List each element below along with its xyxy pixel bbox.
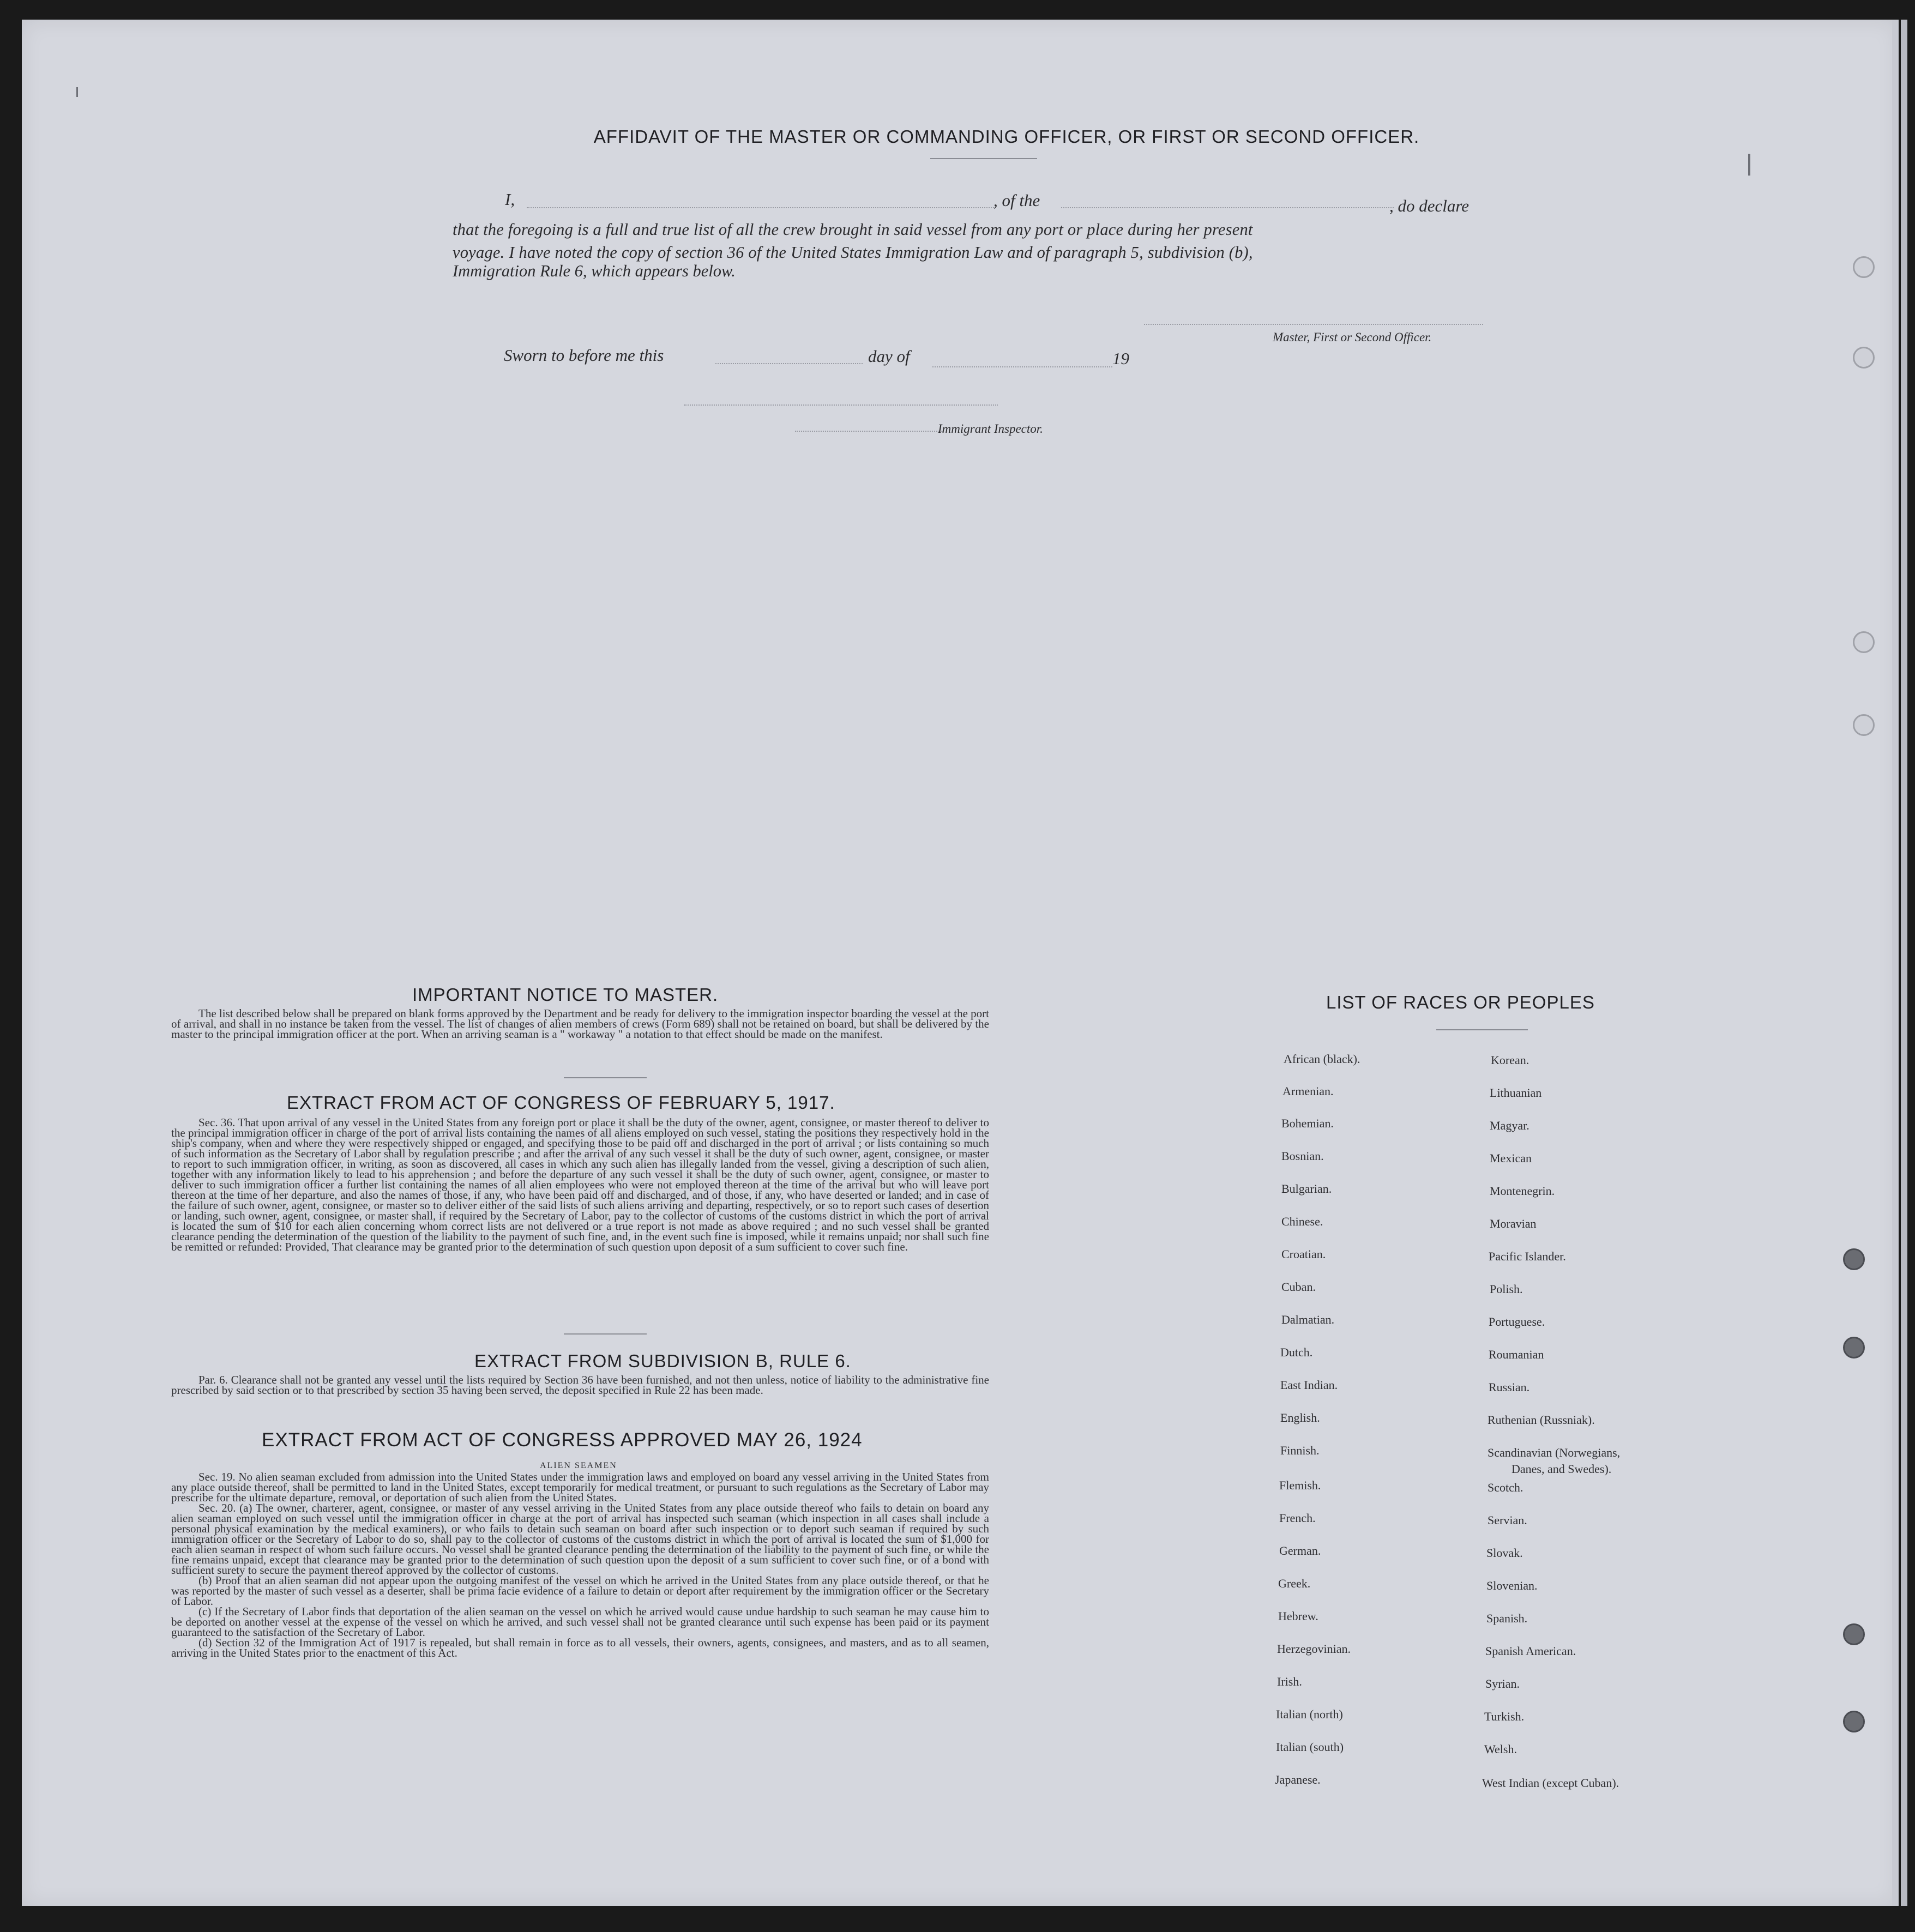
race-item: Lithuanian xyxy=(1490,1086,1542,1100)
divider xyxy=(1436,1029,1528,1030)
race-item: Cuban. xyxy=(1281,1280,1316,1294)
divider xyxy=(564,1077,647,1078)
race-item: Slovak. xyxy=(1486,1546,1523,1560)
race-item: German. xyxy=(1279,1544,1321,1557)
master-signature-caption: Master, First or Second Officer. xyxy=(1273,330,1432,344)
race-item: Italian (south) xyxy=(1276,1740,1344,1754)
race-item: Montenegrin. xyxy=(1490,1184,1555,1198)
affidavit-line-1: that the foregoing is a full and true list of all the crew brought in said vessel from any port or place during her present xyxy=(453,220,1253,239)
race-item: Polish. xyxy=(1490,1282,1523,1296)
binder-hole xyxy=(1853,347,1875,369)
race-item: Spanish. xyxy=(1486,1611,1528,1625)
day-blank-line xyxy=(715,363,863,364)
race-item: Mexican xyxy=(1490,1151,1532,1165)
race-item: Ruthenian (Russniak). xyxy=(1488,1413,1595,1427)
affidavit-do-declare: , do declare xyxy=(1389,196,1470,215)
race-item: Welsh. xyxy=(1484,1742,1517,1756)
race-item: Korean. xyxy=(1491,1053,1529,1067)
race-item: Dalmatian. xyxy=(1281,1313,1335,1326)
race-item: Servian. xyxy=(1488,1513,1527,1527)
extract-1924-title: EXTRACT FROM ACT OF CONGRESS APPROVED MAY 26, 1924 xyxy=(262,1429,863,1451)
extract-rule6-title: EXTRACT FROM SUBDIVISION B, RULE 6. xyxy=(474,1351,851,1371)
race-item: Croatian. xyxy=(1281,1247,1326,1261)
race-item: Spanish American. xyxy=(1485,1644,1576,1658)
race-item: Bohemian. xyxy=(1281,1116,1334,1130)
race-item: Bulgarian. xyxy=(1281,1182,1332,1196)
extract-rule6-text xyxy=(171,1375,989,1396)
race-item: East Indian. xyxy=(1280,1378,1338,1392)
race-item: Dutch. xyxy=(1280,1345,1313,1359)
race-item: French. xyxy=(1279,1511,1316,1525)
race-item: Russian. xyxy=(1489,1380,1530,1394)
race-item: Finnish. xyxy=(1280,1444,1320,1457)
inspector-line-1 xyxy=(684,404,998,406)
race-item: Hebrew. xyxy=(1278,1609,1318,1623)
race-item: Chinese. xyxy=(1281,1215,1323,1228)
extract-1917-paragraph: Sec. 36. That upon arrival of any vessel in the United States from any foreign port or place it shall be the duty of the owner, agent, consignee, or master thereof to deliver to the principal immigration officer in charge of the port of arrival lists containing the names of all aliens employed on such vessel, stating the positions they respectively hold in the ship's company, when and where they were respectively shipped or engaged, and specifying those to be paid off and discharged in the port of arrival ; or lists containing so much of such information as the Secretary of Labor shall by regulation prescribe ; and after the arrival of any such vessel it shall be the duty of such owner, agent, consignee, or master to report to such immigration officer, in writing, as soon as discovered, all cases in which any such alien has illegally landed from the vessel, giving a description of such alien, together with any information likely to lead to his apprehension ; and before the departure of any such vessel it shall be the duty of such owner, agent, consignee, or master to deliver to such immigration officer a further list containing the names of all alien employees who were not employed thereon at the time of the arrival but who will leave port thereon at the time of her departure, and also the names of those, if any, who have been paid off and discharged, and of those, if any, who have deserted or landed; and in case of the failure of such owner, agent, consignee, or master so to deliver either of the said lists of such aliens arriving and departing, respectively, or so to report such cases of desertion or landing, such owner, agent, consignee, or master shall, if required by the Secretary of Labor, pay to the collector of customs of the customs district in which the port of arrival is located the sum of $10 for each alien concerning whom correct lists are not delivered or a true report is not made as above required ; and no such vessel shall be granted clearance pending the determination of the question of the liability to the payment of such fine, and, in the event such fine is imposed, while it remains unpaid; nor shall such fine be remitted or refunded: Provided, That clearance may be granted prior to the determination of such question upon deposit of a sum sufficient to cover such fine. xyxy=(171,1116,989,1253)
race-item: Flemish. xyxy=(1279,1478,1321,1492)
race-item: Portuguese. xyxy=(1489,1315,1545,1329)
month-blank-line xyxy=(932,366,1112,367)
divider xyxy=(564,1333,647,1335)
race-item: Bosnian. xyxy=(1281,1149,1324,1163)
binder-hole xyxy=(1853,714,1875,736)
race-item: Scotch. xyxy=(1488,1481,1523,1494)
binder-hole xyxy=(1853,256,1875,278)
extract-1924-paragraph: (c) If the Secretary of Labor finds that deportation of the alien seaman on the vessel on which he arrived would cause undue hardship to such seaman he may cause him to be deported on another vessel at the expense of the vessel on which he arrived, and such vessel shall not be granted clearance until such expense has been paid or its payment guaranteed to the satisfaction of the Secretary of Labor. xyxy=(171,1605,989,1639)
race-item: Moravian xyxy=(1490,1217,1537,1230)
race-item: Scandinavian (Norwegians, xyxy=(1488,1446,1621,1459)
extract-1924-paragraph: (b) Proof that an alien seaman did not appear upon the outgoing manifest of the vessel on which he arrived in the United States from any place outside thereof, or that he was reported by the master of such vessel as a deserter, shall be prima facie evidence of a failure to detain or deport after requirement by the immigration officer or the Secretary of Labor. xyxy=(171,1574,989,1608)
name-blank-line xyxy=(527,207,996,208)
race-item: Slovenian. xyxy=(1486,1579,1538,1592)
race-item: Irish. xyxy=(1277,1675,1302,1688)
affidavit-i-label: I, xyxy=(505,190,515,209)
race-item-continuation: Danes, and Swedes). xyxy=(1511,1462,1612,1476)
extract-1924-subtitle: ALIEN SEAMEN xyxy=(540,1461,617,1470)
race-item: Greek. xyxy=(1278,1577,1311,1590)
stray-mark xyxy=(76,87,78,97)
day-of-label: day of xyxy=(868,347,910,366)
affidavit-title: AFFIDAVIT OF THE MASTER OR COMMANDING OFFICER, OR FIRST OR SECOND OFFICER. xyxy=(593,126,1420,147)
affidavit-line-3: Immigration Rule 6, which appears below. xyxy=(453,262,736,280)
races-title: LIST OF RACES OR PEOPLES xyxy=(1326,992,1595,1012)
sworn-label: Sworn to before me this xyxy=(504,346,664,365)
vessel-blank-line xyxy=(1061,207,1394,208)
extract-1917-text xyxy=(171,1118,989,1252)
notice-paragraph: The list described below shall be prepared on blank forms approved by the Department and be ready for delivery to the immigration inspector boarding the vessel at the port of arrival, and shall in no instance be taken from the vessel. The list of changes of alien members of crews (Form 689) shall not be retained on board, but shall be delivered by the master to the principal immigration officer at the port. When an arriving seaman is a " workaway " a notation to that effect should be made on the manifest. xyxy=(171,1007,989,1041)
binder-hole xyxy=(1843,1623,1865,1645)
race-item: Italian (north) xyxy=(1276,1707,1343,1721)
affidavit-of-the: , of the xyxy=(993,191,1040,210)
inspector-line-2 xyxy=(795,431,943,432)
race-item: Syrian. xyxy=(1485,1677,1520,1690)
master-signature-line xyxy=(1144,324,1483,325)
race-item: Roumanian xyxy=(1489,1348,1544,1361)
binder-hole xyxy=(1843,1248,1865,1270)
page-edge xyxy=(1892,20,1899,1906)
notice-text xyxy=(171,1009,989,1040)
binder-hole xyxy=(1843,1711,1865,1732)
extract-1917-title: EXTRACT FROM ACT OF CONGRESS OF FEBRUARY 5, 1917. xyxy=(287,1092,835,1113)
race-item: English. xyxy=(1280,1411,1320,1424)
binder-hole xyxy=(1853,631,1875,653)
extract-1924-paragraph: Sec. 20. (a) The owner, charterer, agent, consignee, or master of any vessel arriving in the United States from any place outside thereof who fails to detain on board any alien seaman employed on such vessel until the immigration officer in charge at the port of arrival has inspected such seaman (which inspection in all cases shall include a personal physical examination by the medical examiners), or who fails to detain such seaman on board after such inspection or to deport such seaman if required by such immigration officer or the Secretary of Labor to do so, shall pay to the collector of customs of the customs district in which the port of arrival is located the sum of $1,000 for each alien seaman in respect of whom such failure occurs. No vessel shall be granted clearance pending the determination of the liability to the payment of such fine, or while the fine remains unpaid, except that clearance may be granted prior to the determination of such question upon the deposit of a sum sufficient to cover such fine, or of a bond with sufficient surety to secure the payment thereof approved by the collector of customs. xyxy=(171,1501,989,1577)
race-item: Japanese. xyxy=(1275,1773,1321,1786)
race-item: African (black). xyxy=(1284,1052,1360,1066)
binder-hole xyxy=(1843,1337,1865,1359)
extract-1924-paragraph: (d) Section 32 of the Immigration Act of 1917 is repealed, but shall remain in force as to all vessels, their owners, agents, consignees, and masters, and as to all seamen, arriving in the United States prior to the enactment of this Act. xyxy=(171,1636,989,1659)
inspector-signature-caption: Immigrant Inspector. xyxy=(938,422,1043,436)
race-item: Herzegovinian. xyxy=(1277,1642,1351,1656)
notice-title: IMPORTANT NOTICE TO MASTER. xyxy=(412,985,719,1005)
race-item: Turkish. xyxy=(1484,1710,1525,1723)
year-label: 19 xyxy=(1112,349,1129,368)
page-edge-back xyxy=(1901,20,1907,1906)
extract-1924-paragraph: Sec. 19. No alien seaman excluded from admission into the United States under the immigration laws and employed on board any vessel arriving in the United States from any place outside thereof, shall be permitted to land in the United States, except temporarily for medical treatment, or pursuant to such regulations as the Secretary of Labor may prescribe for the ultimate departure, removal, or deportation of such alien from the United States. xyxy=(171,1470,989,1504)
race-item: Pacific Islander. xyxy=(1489,1249,1566,1263)
extract-1924-text xyxy=(171,1472,989,1658)
affidavit-line-2: voyage. I have noted the copy of section 36 of the United States Immigration Law and of paragraph 5, subdivision (b), xyxy=(453,243,1253,262)
race-item: West Indian (except Cuban). xyxy=(1482,1776,1619,1790)
race-item: Magyar. xyxy=(1490,1119,1529,1132)
stray-mark xyxy=(1748,154,1750,176)
divider xyxy=(930,158,1037,159)
race-item: Armenian. xyxy=(1282,1084,1334,1098)
extract-rule6-paragraph: Par. 6. Clearance shall not be granted any vessel until the lists required by Section 36 have been furnished, and not then unless, notice of liability to the administrative fine prescribed by said section or to that prescribed by section 35 having been served, the deposit specified in Rule 22 has been made. xyxy=(171,1373,989,1397)
